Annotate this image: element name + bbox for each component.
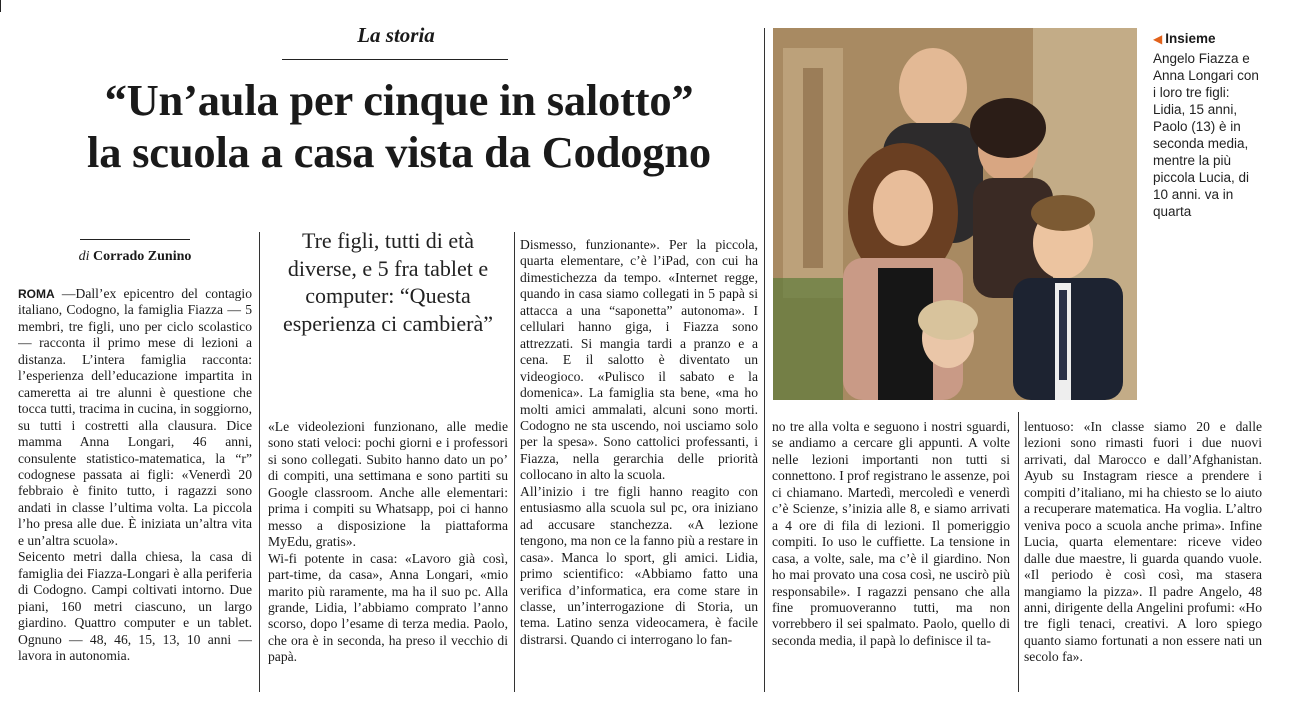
column-divider: [514, 232, 515, 692]
column-divider: [259, 232, 260, 692]
column-2-paragraph-1: «Le videolezioni funzionano, alle medie sono stati veloci: pochi giorni e i professori si sono collegati. Subito hanno dato un po’ di compiti, una settimana e sono partiti su Google classroom. Anche alle elementari: prima i compiti su Whatsapp, poi ci hanno messo a disposizione la piattaforma MyEdu, gratis».: [268, 419, 508, 550]
column-5-paragraph-1: lentuoso: «In classe siamo 20 e dalle lezioni sono rimasti fuori i due nuovi arrivati, dal Marocco e dall’Afghanistan. Ayub su Instagram riesce a prendere i compiti d’italiano, mi ha chiesto se lo aiuto a recuperare matematica. Ha voglia. L’altro veniva poco a scuola anche prima». Infine Lucia, quarta elementare: riceve video dalle due maestre, li guarda quando vuole. «Il periodo è così così, ma stasera mangiamo la pizza». Il padre Angelo, 48 anni, dirigente della Angelini profumi: «Ho tre figli tenaci, creativi. A loro spiego quanto siamo fortunati a non essere nati un secolo fa».: [1024, 419, 1262, 665]
column-3-paragraph-1: Dismesso, funzionante». Per la piccola, quarta elementare, c’è l’iPad, con cui ha dimestichezza da tempo. «Internet regge, quando in casa siamo collegati in 5 papà si attacca a una “saponetta” autonoma». I cellulari hanno giga, i Fiazza sono attrezzati. Si mangia tardi a pranzo e a cena. E il salotto è diventato un videogioco. «Pulisco il sabato e la domenica». La famiglia sta bene, «ma ho molti amici ammalati, alcuni sono morti. Codogno ne sta uscendo, noi usciamo solo per la spesa». Sono cattolici professanti, i Fiazza, nella gerarchia delle priorità collocano in alto la scuola.: [520, 237, 758, 483]
kicker-divider: [282, 59, 508, 60]
column-1-paragraph-2: Seicento metri dalla chiesa, la casa di famiglia dei Fiazza-Longari è alla periferia di Codogno. Campi coltivati intorno. Due piani, 160 metri ciascuno, un largo giardino. Quattro computer e un tablet. Ognuno — 48, 46, 15, 13, 10 anni — lavora in autonomia.: [18, 549, 252, 663]
photo-caption-title: [1153, 31, 1273, 46]
article-column-5: [1024, 419, 1262, 696]
column-1-text-1: —Dall’ex epicentro del contagio italiano, Codogno, la famiglia Fiazza — 5 membri, tre figli, uno per ciclo scolastico — racconta il primo mese di lezioni a distanza. L’intera famiglia racconta: l’esperienza dell’educazione impartita in cameretta ai tre alunni è questione che tocca tutti, tracima in cucina, in soggiorno, su tutti i costretti alla clausura. Dice mamma Anna Longari, 46 anni, consulente statistico-matematica, la “r” codognese passata ai figli: «Venerdì 20 febbraio è finito tutto, i ragazzi sono andati in classe l’ultima volta. La piccola l’ho presa alle due. È iniziata un’altra vita e un’altra scuola».: [18, 286, 252, 548]
headline-line-1: “Un’aula per cinque in salotto”: [104, 75, 694, 125]
family-photo-illustration: [773, 28, 1137, 400]
headline: [14, 74, 784, 178]
byline-divider: [80, 239, 190, 240]
column-4-paragraph-1: no tre alla volta e seguono i nostri sguardi, se andiamo a cercare gli appunti. A volte nelle lezioni importanti non tutti si connettono. I prof registrano le assenze, poi ci chiamano. Martedì, mercoledì e venerdì c’è Scienze, s’inizia alle 8, e siamo arrivati a 4 ore di fila di lezioni. Il pomeriggio compiti. Io uso le cuffiette. La tensione in casa, a volte, sale, ma c’è il giardino. Non ho mai provato una cosa così, ne uscirò più responsabile». I ragazzi pensano che alla fine promuoveranno tutti, ma non vorrebbero il sei spalmato. Paolo, quello di seconda media, il papà lo definisce il ta-: [772, 419, 1010, 648]
byline-prefix: di: [78, 249, 90, 264]
article-column-1: [18, 286, 252, 696]
caption-arrow-icon: ◀: [1153, 32, 1163, 46]
column-2-paragraph-2: Wi-fi potente in casa: «Lavoro già così, part-time, da casa», Anna Longari, «mio marito più raramente, ma ha il suo pc. Alla grande, Lidia, l’abbiamo comprato l’anno scorso, dopo l’esame di terza media. Paolo, che ora è in seconda, ha preso il vecchio di papà.: [268, 550, 508, 665]
headline-line-2: la scuola a casa vista da Codogno: [87, 127, 711, 177]
article-column-3: [520, 237, 758, 696]
byline-author: Corrado Zunino: [92, 249, 192, 264]
dateline: ROMA: [18, 287, 55, 301]
caption-title-text: Insieme: [1165, 31, 1216, 46]
byline: [18, 249, 252, 265]
section-kicker: La storia: [357, 23, 435, 47]
column-divider: [764, 28, 765, 692]
column-divider: [1018, 412, 1019, 692]
pull-quote: Tre figli, tutti di età diverse, e 5 fra tablet e computer: “Questa esperienza ci cambierà”: [282, 228, 494, 336]
page-frame-corner: [0, 0, 1, 12]
family-photo: [773, 28, 1137, 400]
article-column-4: [772, 419, 1010, 696]
article-column-2: [268, 419, 508, 696]
column-1-paragraph-1: [18, 286, 252, 549]
photo-caption: Angelo Fiazza e Anna Longari con i loro tre figli: Lidia, 15 anni, Paolo (13) è in seconda media, mentre la più piccola Lucia, di 10 anni. va in quarta: [1153, 51, 1259, 219]
column-3-paragraph-2: All’inizio i tre figli hanno reagito con entusiasmo alla scuola sul pc, ora iniziano ad accusare stanchezza. «A lezione tengono, ma non ce la fanno più a restare in casa». Manca lo sport, gli amici. Lidia, primo scientifico: «Abbiamo fatto una verifica d’informatica, era come stare in classe, un’interrogazione di Storia, un tema. Latino senza videocamera, è facile distrarsi. Quando ci interrogano lo fan-: [520, 483, 758, 647]
